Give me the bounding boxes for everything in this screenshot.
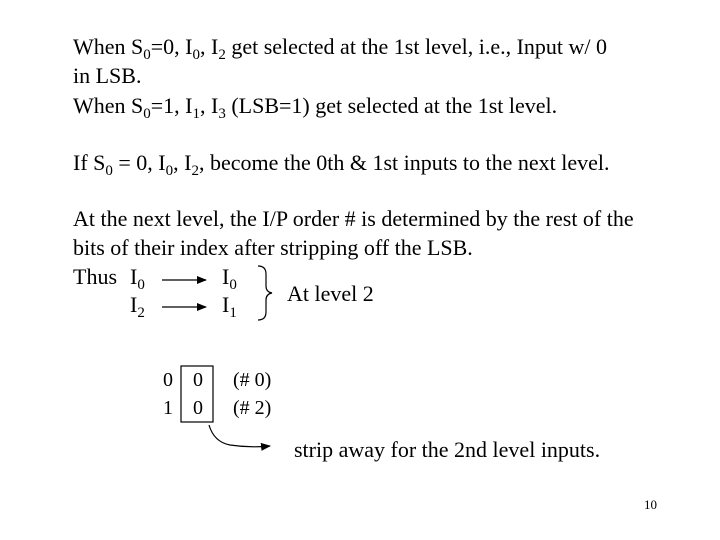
lsb-box — [181, 366, 213, 422]
brace — [258, 266, 272, 320]
subscript: 0 — [143, 47, 151, 63]
text: (LSB=1) get selected at the 1st level. — [225, 93, 558, 118]
text: When S — [73, 34, 144, 59]
text: If S — [73, 150, 106, 175]
text: At the next level, the I/P order # is determined by the rest of the — [73, 206, 634, 231]
text: bits of their index after stripping off the LSB. — [73, 235, 473, 260]
thus-label: Thus — [73, 264, 117, 289]
text: , I — [200, 34, 219, 59]
map-from-i0: $I_0$ — [130, 264, 145, 293]
subscript: 0 — [143, 106, 151, 122]
strip-arrow — [209, 425, 270, 447]
text: , become the 0th & 1st inputs to the next level. — [198, 150, 610, 175]
subscript: 2 — [218, 47, 226, 63]
subscript: 2 — [191, 163, 199, 179]
text: , I — [173, 150, 192, 175]
subscript: 1 — [192, 106, 200, 122]
subscript: 0 — [165, 163, 174, 179]
text: in LSB. — [73, 63, 142, 88]
bit-row-2-bit0: 0 — [193, 397, 203, 419]
strip-note: strip away for the 2nd level inputs. — [294, 437, 601, 462]
text: = 0, I — [112, 150, 166, 175]
subscript: 0 — [192, 47, 200, 63]
text: get selected at the 1st level, i.e., Input w/ 0 — [225, 34, 608, 59]
bit-row-1-note: (# 0) — [233, 369, 272, 391]
map-from-i2: $I_2$ — [130, 292, 145, 321]
at-level-2-label: At level 2 — [287, 281, 374, 306]
bit-row-2-bit1: 1 — [163, 397, 173, 419]
subscript: 0 — [105, 163, 113, 179]
text: When S — [73, 93, 144, 118]
text: , I — [200, 93, 219, 118]
bit-row-1-bit1: 0 — [163, 369, 173, 391]
page-number: 10 — [644, 497, 657, 512]
subscript: 3 — [218, 106, 226, 122]
map-to-i0: $I_0$ — [222, 264, 237, 293]
text: =0, I — [150, 34, 193, 59]
text: =1, I — [150, 93, 193, 118]
bit-row-2-note: (# 2) — [233, 397, 272, 419]
map-to-i1: $I_1$ — [222, 292, 237, 321]
bit-row-1-bit0: 0 — [193, 369, 203, 391]
